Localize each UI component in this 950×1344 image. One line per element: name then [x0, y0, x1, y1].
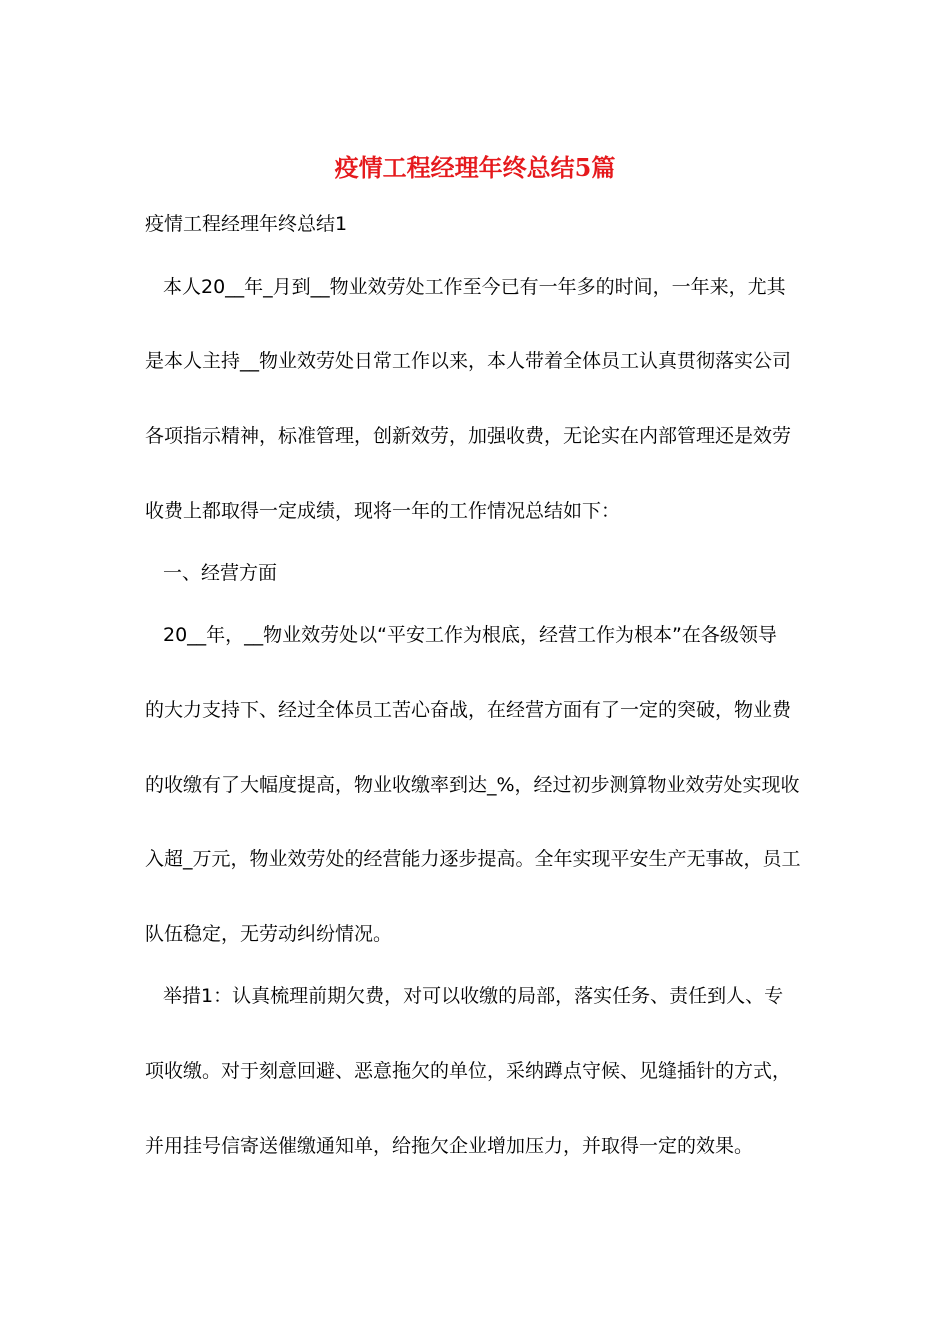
document-title: 疫情工程经理年终总结5篇 [334, 153, 616, 182]
document-subtitle: 疫情工程经理年终总结1 [145, 213, 348, 235]
paragraph-line: 各项指示精神，标准管理，创新效劳，加强收费，无论实在内部管理还是效劳 [145, 425, 792, 447]
paragraph-line: 队伍稳定，无劳动纠纷情况。 [145, 923, 393, 945]
paragraph-line: 是本人主持__物业效劳处日常工作以来，本人带着全体员工认真贯彻落实公司 [145, 350, 792, 372]
paragraph-line: 的收缴有了大幅度提高，物业收缴率到达_%，经过初步测算物业效劳处实现收 [145, 774, 800, 796]
paragraph-line: 收费上都取得一定成绩，现将一年的工作情况总结如下： [145, 500, 621, 522]
paragraph-line: 的大力支持下、经过全体员工苦心奋战，在经营方面有了一定的突破，物业费 [145, 699, 792, 721]
paragraph-line: 入超_万元，物业效劳处的经营能力逐步提高。全年实现平安生产无事故，员工 [145, 848, 801, 870]
paragraph-line: 并用挂号信寄送催缴通知单，给拖欠企业增加压力，并取得一定的效果。 [145, 1135, 754, 1157]
paragraph-line: 本人20__年_月到__物业效劳处工作至今已有一年多的时间，一年来，尤其 [163, 276, 786, 298]
paragraph-line: 项收缴。对于刻意回避、恶意拖欠的单位，采纳蹲点守候、见缝插针的方式， [145, 1060, 792, 1082]
paragraph-line: 20__年，__物业效劳处以“平安工作为根底，经营工作为根本”在各级领导 [163, 624, 777, 646]
paragraph-line: 举措1：认真梳理前期欠费，对可以收缴的局部，落实任务、责任到人、专 [163, 985, 784, 1007]
section-heading: 一、经营方面 [163, 562, 278, 584]
